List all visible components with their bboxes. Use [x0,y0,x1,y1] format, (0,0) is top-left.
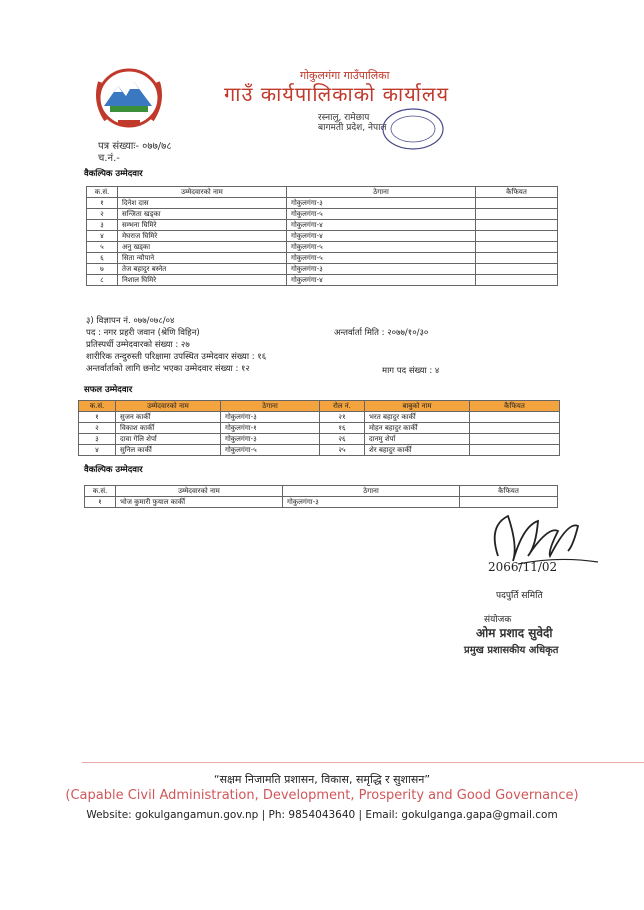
cell-father-name: भरत बहादुर कार्की [365,412,470,423]
cell-address: गोकुलगंगा-५ [287,242,476,253]
footer-contact: Website: gokulgangamun.gov.np | Ph: 9854043640 | Email: gokulganga.gapa@gmail.com [86,809,558,821]
shortlisted-count: अन्तर्वार्ताको लागि छनोट भएका उम्मेदवार संख्या : १२ [86,364,250,374]
cell-sn: १ [87,198,118,209]
col-address: ठेगाना [287,187,476,198]
dispatch-number: च.नं.- [98,153,120,164]
cell-address: गोकुलगंगा-५ [287,209,476,220]
cell-name: सन्जिता खड्का [118,209,287,220]
col-name: उम्मेदवारको नाम [116,401,221,412]
cell-name: दावा गेलि शेर्पा [116,434,221,445]
cell-name: सुजन कार्की [116,412,221,423]
cell-sn: ४ [79,445,116,456]
cell-roll: २१ [320,412,365,423]
col-name: उम्मेदवारको नाम [116,486,283,497]
col-sn: क.सं. [79,401,116,412]
alternate-candidate-table-2 [84,485,558,508]
table-row [87,209,558,220]
cell-address: गोकुलगंगा-४ [287,220,476,231]
interview-date: अन्तर्वार्ता मिति : २०७७/१०/३० [334,328,429,338]
cell-remarks [476,198,558,209]
cell-remarks [476,220,558,231]
cell-address: गोकुलगंगा-५ [221,445,320,456]
cell-father-name: दानमु शेर्पा [365,434,470,445]
cell-address: गोकुलगंगा-३ [283,497,460,508]
cell-remarks [476,264,558,275]
table-row [87,198,558,209]
cell-address: गोकुलगंगा-३ [221,412,320,423]
table-header-row [85,486,558,497]
official-stamp [378,104,448,154]
section-title-successful: सफल उम्मेदवार [84,385,133,395]
advertisement-number: ३) विज्ञापन नं. ०७७/०७८/०४ [86,316,175,326]
cell-name: विकाश कार्की [116,423,221,434]
cell-name: भोज कुमारी फुयाल कार्की [116,497,283,508]
committee-name: पदपुर्ति समिति [496,591,543,601]
municipality-name: गोकुलगंगा गाउँपालिका [300,69,390,82]
cell-father-name: शेर बहादुर कार्की [365,445,470,456]
table-row [87,264,558,275]
cell-sn: १ [79,412,116,423]
col-father-name: बाबुको नाम [365,401,470,412]
table-header-row [79,401,560,412]
office-address: रस्नालु, रामेछाप [318,113,370,123]
cell-sn: ३ [87,220,118,231]
col-sn: क.सं. [87,187,118,198]
table-row [79,445,560,456]
cell-address: गोकुलगंगा-१ [221,423,320,434]
cell-address: गोकुलगंगा-४ [287,275,476,286]
cell-roll: २६ [320,434,365,445]
cell-sn: २ [79,423,116,434]
cell-sn: १ [85,497,116,508]
cell-name: दिनेश दास [118,198,287,209]
table-row [87,231,558,242]
cell-name: सिता न्यौपाने [118,253,287,264]
cell-name: सुनिल कार्की [116,445,221,456]
cell-address: गोकुलगंगा-४ [287,231,476,242]
cell-remarks [476,275,558,286]
nepal-emblem-logo [90,62,168,132]
col-remarks: कैफियत [460,486,558,497]
reference-number: पत्र संख्याः- ०७७/७८ [98,141,172,152]
table-row [87,242,558,253]
col-address: ठेगाना [221,401,320,412]
footer-slogan-english: (Capable Civil Administration, Development, Prosperity and Good Governance) [65,788,579,803]
cell-sn: ८ [87,275,118,286]
cell-father-name: मोहन बहादुर कार्की [365,423,470,434]
table-row [79,434,560,445]
cell-address: गोकुलगंगा-३ [287,264,476,275]
office-province: बागमती प्रदेश, नेपाल [318,123,387,133]
cell-remarks [476,253,558,264]
cell-roll: २५ [320,445,365,456]
applicant-count: प्रतिस्पर्धी उम्मेदवारको संख्या : २७ [86,340,190,350]
cell-address: गोकुलगंगा-३ [221,434,320,445]
cell-remarks [470,423,560,434]
cell-sn: ५ [87,242,118,253]
cell-remarks [476,231,558,242]
cell-sn: २ [87,209,118,220]
col-sn: क.सं. [85,486,116,497]
footer-slogan: “सक्षम निजामति प्रशासन, विकास, समृद्धि र सुशासन” [213,773,431,786]
cell-name: अनु खड्का [118,242,287,253]
section-title-alternate-2: वैकल्पिक उम्मेदवार [84,465,143,475]
cell-remarks [470,445,560,456]
office-name: गाउँ कार्यपालिकाको कार्यालय [224,82,450,106]
col-remarks: कैफियत [476,187,558,198]
col-remarks: कैफियत [470,401,560,412]
col-roll: रोल नं. [320,401,365,412]
signatory-name: ओम प्रशाद सुवेदी [476,626,553,640]
table-row [87,220,558,231]
signatory-role: संयोजक [484,615,512,625]
cell-sn: ३ [79,434,116,445]
footer-divider [82,762,644,763]
table-header-row [87,187,558,198]
table-row [87,253,558,264]
post-name: पद : नगर प्रहरी जवान (श्रेणि विहिन) [86,328,200,338]
cell-name: तेज बहादुर बस्नेत [118,264,287,275]
cell-address: गोकुलगंगा-३ [287,198,476,209]
cell-remarks [476,209,558,220]
section-title-alternate: वैकल्पिक उम्मेदवार [84,169,143,179]
cell-address: गोकुलगंगा-५ [287,253,476,264]
demand-post-count: माग पद संख्या : ४ [382,366,440,376]
cell-remarks [470,412,560,423]
cell-remarks [470,434,560,445]
physical-test-count: शारीरिक तन्दुरुस्ती परिक्षामा उपस्थित उम्मेदवार संख्या : १६ [86,352,267,362]
successful-candidates-table [78,400,560,456]
cell-remarks [476,242,558,253]
cell-roll: १६ [320,423,365,434]
handwritten-signature [478,506,608,586]
cell-sn: ४ [87,231,118,242]
signature-date: 2066/11/02 [488,560,558,574]
col-name: उम्मेदवारको नाम [118,187,287,198]
cell-name: मेघराज घिमिरे [118,231,287,242]
alternate-candidates-table [86,186,558,286]
cell-sn: ७ [87,264,118,275]
signatory-title: प्रमुख प्रशासकीय अधिकृत [464,645,559,656]
cell-name: निशाल घिमिरे [118,275,287,286]
table-row [79,423,560,434]
col-address: ठेगाना [283,486,460,497]
cell-sn: ६ [87,253,118,264]
table-row [87,275,558,286]
cell-name: सम्भना घिमिरे [118,220,287,231]
table-row [79,412,560,423]
